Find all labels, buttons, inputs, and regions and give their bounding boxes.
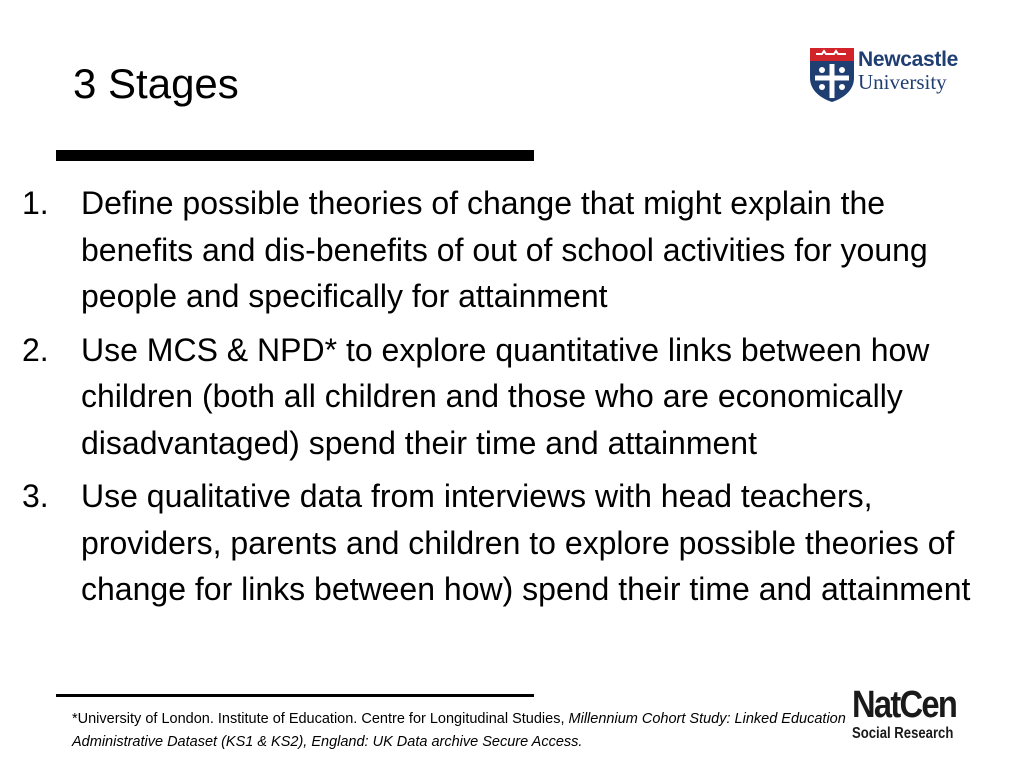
- natcen-logo-line1: NatCen: [852, 684, 957, 726]
- list-item: [22, 327, 1002, 467]
- title-divider: [56, 150, 534, 161]
- footnote-divider: [56, 694, 534, 697]
- newcastle-university-logo: [810, 48, 972, 104]
- natcen-logo: [852, 685, 982, 745]
- list-item-number: 3.: [22, 478, 49, 514]
- list-item-text: Use MCS & NPD* to explore quantitative links between how children (both all children and those who are economically disadvantaged) spend their time and attainment: [81, 331, 930, 461]
- footnote-plain: *University of London. Institute of Education. Centre for Longitudinal Studies,: [72, 711, 569, 727]
- list-item: [22, 473, 1002, 613]
- stages-list: [22, 180, 1002, 620]
- natcen-logo-line2: Social Research: [852, 725, 954, 742]
- list-item-text: Define possible theories of change that might explain the benefits and dis-benefits of out of school activities for young people and specifically for attainment: [81, 185, 928, 314]
- list-item-number: 1.: [22, 185, 49, 221]
- footnote-citation: Millennium Cohort Study: Linked Education Administrative Dataset (KS1 & KS2), England: UK Data archive Secure Access.: [72, 711, 846, 750]
- list-item: [22, 180, 1002, 320]
- list-item-text: Use qualitative data from interviews with head teachers, providers, parents and children to explore possible theories of change for links between how) spend their time and attainment: [81, 478, 971, 607]
- newcastle-logo-line1: Newcastle: [858, 48, 959, 71]
- list-item-number: 2.: [22, 331, 49, 368]
- newcastle-logo-line2: University: [858, 70, 947, 94]
- slide-title: 3 Stages: [73, 60, 239, 107]
- footnote: [72, 708, 852, 754]
- newcastle-shield-icon: [810, 48, 854, 102]
